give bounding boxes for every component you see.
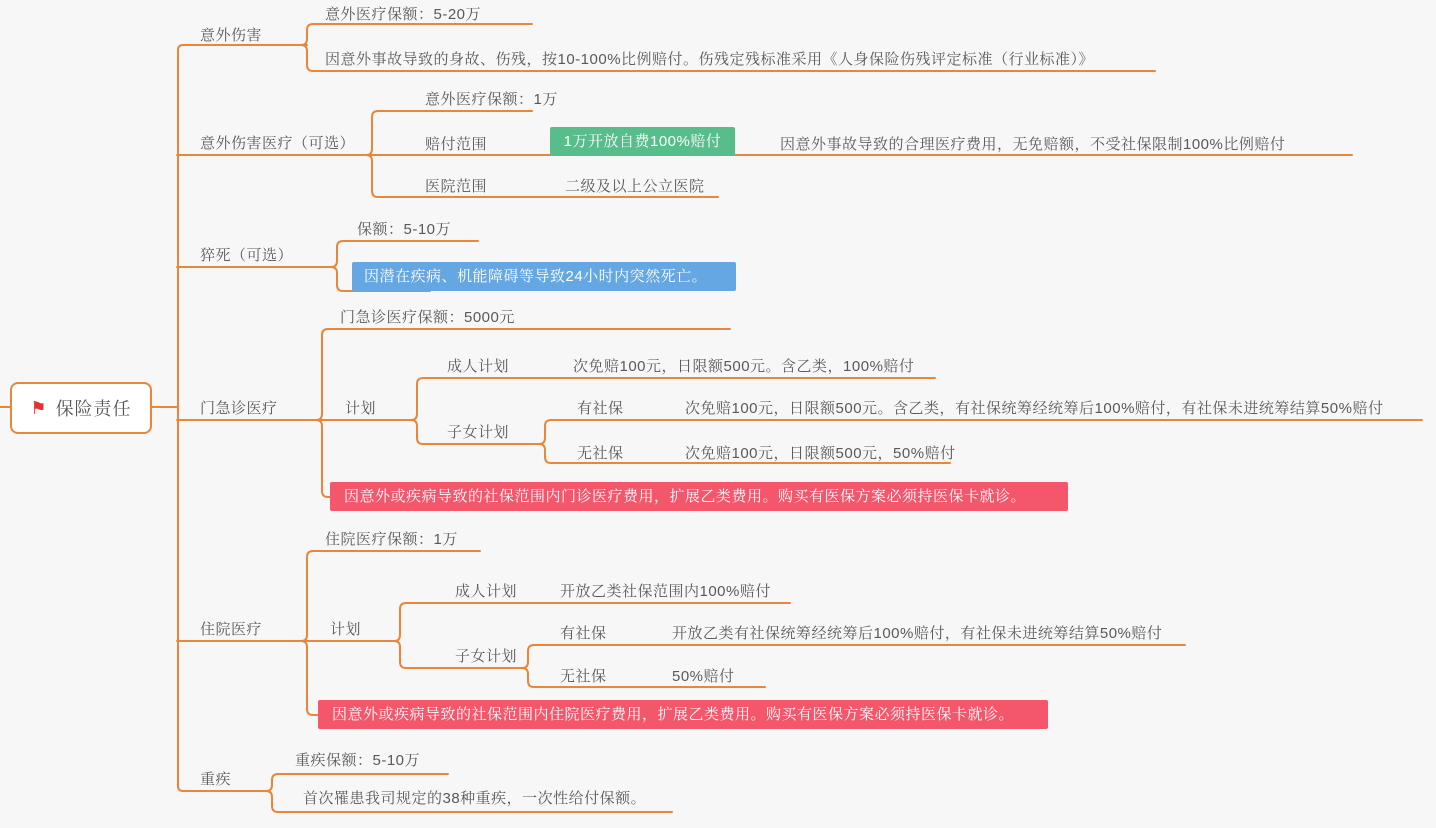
node-critical-illness-desc[interactable]: 首次罹患我司规定的38种重疾，一次性给付保额。 [303,790,647,807]
node-inpatient-adult-plan-label[interactable]: 成人计划 [455,583,518,600]
node-inpatient-plan-label[interactable]: 计划 [330,621,362,638]
branch-outpatient-label[interactable]: 门急诊医疗 [200,400,278,417]
node-outpatient-amount[interactable]: 门急诊医疗保额：5000元 [340,309,515,326]
node-hospital-scope-label[interactable]: 医院范围 [425,178,488,195]
flag-icon: ⚑ [30,398,47,418]
root-node[interactable] [10,382,152,434]
node-pay-scope-label[interactable]: 赔付范围 [425,136,488,153]
node-critical-illness-amount[interactable]: 重疾保额：5-10万 [295,752,421,769]
root-label: 保险责任 [55,399,132,419]
node-outpatient-adult-plan-label[interactable]: 成人计划 [447,358,510,375]
branch-critical-illness-label[interactable]: 重疾 [200,771,232,788]
node-accident-desc[interactable]: 因意外事故导致的身故、伤残，按10-100%比例赔付。伤残定残标准采用《人身保险伤残评定标准（行业标准）》 [325,51,1095,68]
node-inpatient-with-social-label[interactable]: 有社保 [560,625,607,642]
node-outpatient-with-social-desc[interactable]: 次免赔100元，日限额500元。含乙类，有社保统筹经统筹后100%赔付，有社保未进统筹结算50%赔付 [685,400,1384,417]
note-sudden-death[interactable]: 因潜在疾病、机能障碍等导致24小时内突然死亡。 [352,262,736,291]
node-hospital-scope-value[interactable]: 二级及以上公立医院 [565,178,705,195]
note-outpatient[interactable]: 因意外或疾病导致的社保范围内门诊医疗费用，扩展乙类费用。购买有医保方案必须持医保卡就诊。 [330,482,1068,511]
branch-accident-label[interactable]: 意外伤害 [200,27,263,44]
branch-inpatient-label[interactable]: 住院医疗 [200,621,263,638]
node-outpatient-plan-label[interactable]: 计划 [345,400,377,417]
node-sudden-death-amount[interactable]: 保额：5-10万 [357,221,452,238]
node-inpatient-amount[interactable]: 住院医疗保额：1万 [325,531,458,548]
node-outpatient-with-social-label[interactable]: 有社保 [577,400,624,417]
branch-sudden-death-label[interactable]: 猝死（可选） [200,247,294,264]
node-inpatient-with-social-desc[interactable]: 开放乙类有社保统筹经统筹后100%赔付，有社保未进统筹结算50%赔付 [672,625,1163,642]
node-inpatient-child-plan-label[interactable]: 子女计划 [455,648,518,665]
note-pay-scope-highlight[interactable]: 1万开放自费100%赔付 [550,127,735,156]
node-inpatient-without-social-desc[interactable]: 50%赔付 [672,668,735,685]
node-outpatient-child-plan-label[interactable]: 子女计划 [447,424,510,441]
node-outpatient-adult-plan-desc[interactable]: 次免赔100元，日限额500元。含乙类，100%赔付 [573,358,915,375]
branch-accident-medical-label[interactable]: 意外伤害医疗（可选） [200,135,356,152]
node-inpatient-adult-plan-desc[interactable]: 开放乙类社保范围内100%赔付 [560,583,771,600]
node-inpatient-without-social-label[interactable]: 无社保 [560,668,607,685]
node-outpatient-without-social-label[interactable]: 无社保 [577,445,624,462]
note-inpatient[interactable]: 因意外或疾病导致的社保范围内住院医疗费用，扩展乙类费用。购买有医保方案必须持医保卡就诊。 [318,700,1048,729]
node-pay-scope-desc[interactable]: 因意外事故导致的合理医疗费用，无免赔额，不受社保限制100%比例赔付 [780,136,1286,153]
node-outpatient-without-social-desc[interactable]: 次免赔100元，日限额500元，50%赔付 [685,445,956,462]
node-accident-medical-amount[interactable]: 意外医疗保额：1万 [425,91,558,108]
node-accident-amount[interactable]: 意外医疗保额：5-20万 [325,6,482,23]
